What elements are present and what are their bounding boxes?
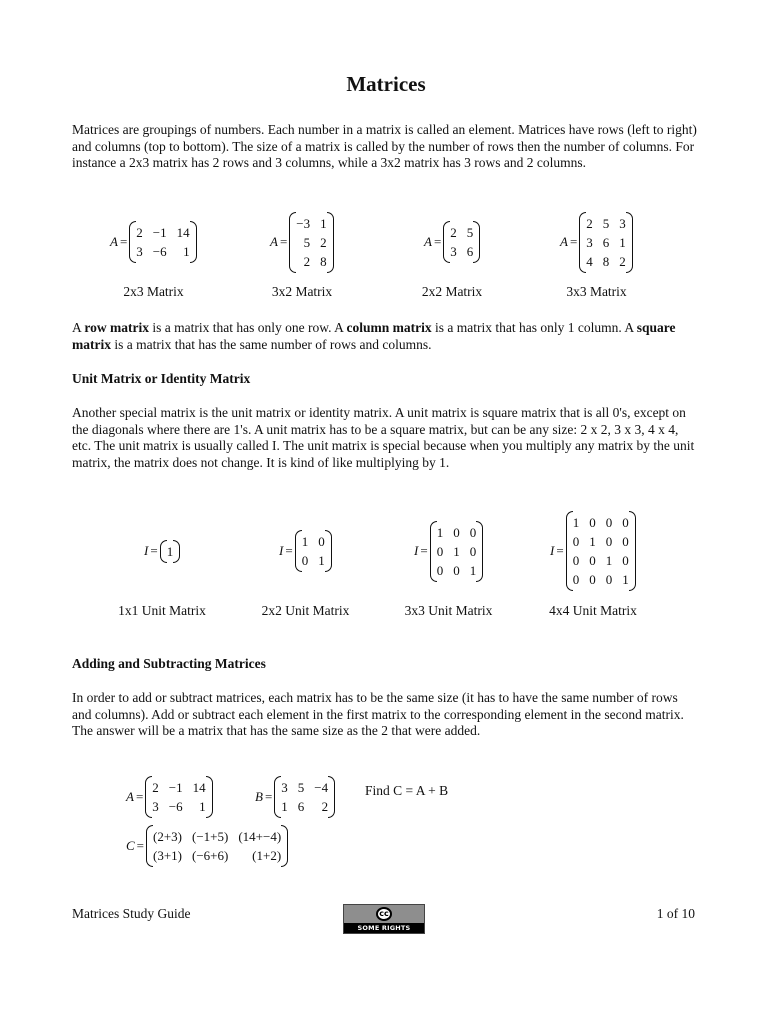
matrix-element: 6 [466, 244, 474, 259]
matrix-element: 5 [303, 234, 311, 250]
matrix-element: 0 [301, 553, 309, 568]
cc-text: SOME RIGHTS RESERVED [344, 923, 424, 933]
matrix-element: 0 [572, 553, 580, 568]
matrix-caption: 1x1 Unit Matrix [118, 603, 206, 618]
matrix-element: 2 [303, 253, 311, 269]
matrix-name: A [560, 234, 568, 249]
matrix-element: 0 [622, 515, 629, 530]
matrix-grid [145, 778, 212, 816]
matrix-element: 0 [605, 515, 613, 530]
matrix-grid [274, 778, 335, 816]
matrix-element: 5 [466, 225, 474, 240]
matrix-element: −1 [152, 225, 167, 240]
matrix-name: I [414, 543, 419, 558]
matrix-expression [560, 214, 633, 271]
matrix-element: 0 [605, 572, 613, 587]
unit-matrix-heading: Unit Matrix or Identity Matrix [72, 371, 251, 386]
matrix-expression [414, 523, 483, 580]
matrix-caption: 3x3 Matrix [566, 284, 627, 299]
matrix-element: 0 [572, 572, 580, 587]
matrix-element: 0 [589, 572, 596, 587]
matrix-caption: 3x3 Unit Matrix [404, 603, 493, 618]
matrix-element: 0 [436, 562, 444, 578]
matrix-element: 2 [450, 225, 457, 240]
matrix-name: A [424, 234, 432, 249]
matrix-grid [579, 214, 633, 271]
matrix-name: C [126, 838, 135, 853]
matrix-element: 8 [320, 253, 327, 269]
matrix-element: −4 [314, 780, 329, 795]
matrix-expression [424, 223, 480, 261]
equals-sign: = [569, 234, 578, 249]
matrix-grid [566, 513, 636, 589]
matrix-caption: 3x2 Matrix [271, 284, 333, 299]
matrix-grid [289, 214, 333, 271]
matrix-b [255, 778, 335, 816]
intro-paragraph [72, 122, 700, 172]
matrix-name: I [550, 543, 555, 558]
matrix-element: 3 [619, 215, 626, 231]
footer-title: Matrices Study Guide [72, 906, 191, 921]
matrix-element: 6 [297, 799, 305, 814]
equals-sign: = [135, 789, 144, 804]
equals-sign: = [285, 543, 293, 558]
matrix-grid [146, 827, 288, 865]
matrix-element: 1 [453, 543, 460, 559]
matrix-element: 1 [622, 572, 629, 587]
matrix-element: 2 [152, 780, 159, 795]
matrix-caption: 2x2 Unit Matrix [261, 603, 350, 618]
matrix-name: A [270, 234, 278, 249]
matrix-element: 1 [605, 553, 613, 568]
matrix-element: 1 [318, 553, 325, 568]
definitions-text: A row matrix is a matrix that has only one row. A column matrix is a matrix that has only 1 column. A square matrix is a matrix that has the same number of rows and columns. [72, 320, 676, 352]
matrix-element: 1 [166, 543, 174, 559]
matrix-element: 8 [602, 253, 610, 269]
matrix-a [126, 778, 213, 816]
matrix-element: 3 [152, 799, 159, 814]
matrix-element: (−6+6) [192, 848, 229, 863]
matrix-element: (1+2) [252, 848, 282, 863]
equals-sign: = [420, 543, 428, 558]
matrix-element: 1 [183, 244, 190, 259]
matrix-caption: 2x3 Matrix [123, 284, 184, 299]
cc-icon: cc [376, 907, 392, 921]
matrix-element: 1 [572, 515, 580, 530]
matrix-element: 0 [453, 524, 460, 540]
matrix-element: 3 [586, 234, 593, 250]
matrix-element: 0 [572, 534, 580, 549]
matrix-element: 1 [589, 534, 596, 549]
matrix-element: 1 [301, 534, 309, 549]
matrix-element: 2 [321, 799, 329, 814]
equals-sign: = [433, 234, 442, 249]
unit-text: Another special matrix is the unit matrix or identity matrix. A unit matrix is square matrix that is all 0's, except on the diagonals where there are 1's. A unit matrix has to be a square matrix, but can be any size: 2 x 2, 3 x 3, 4 x 4, etc. The unit matrix is usually called I. The unit matrix is special because when you multiply any matrix by the unit matrix, the matrix does not change. It is kind of like multiplying by 1. [72, 405, 695, 470]
matrix-element: 14 [192, 780, 206, 795]
matrix-element: −6 [168, 799, 183, 814]
matrix-element: 1 [199, 799, 206, 814]
matrix-grid [295, 532, 332, 570]
matrix-element: 2 [586, 215, 593, 231]
matrix-element: (−1+5) [192, 829, 229, 844]
matrix-grid [430, 523, 484, 580]
matrix-name: A [110, 234, 118, 249]
term-row-matrix: row matrix [84, 320, 149, 335]
matrix-c [126, 827, 288, 865]
matrix-element: 4 [586, 253, 593, 269]
matrix-element: 3 [136, 244, 143, 259]
matrix-element: 0 [453, 562, 460, 578]
adding-heading: Adding and Subtracting Matrices [72, 656, 266, 671]
matrix-name: A [126, 789, 134, 804]
matrix-grid [160, 542, 181, 561]
equals-sign: = [150, 543, 158, 558]
adding-paragraph [72, 690, 700, 740]
matrix-element: (3+1) [153, 848, 183, 863]
term-square-matrix: square matrix [72, 320, 676, 352]
definitions-paragraph [72, 320, 700, 353]
matrix-element: 3 [450, 244, 457, 259]
matrix-grid [443, 223, 480, 261]
matrix-name: I [279, 543, 284, 558]
matrix-element: 0 [622, 534, 629, 549]
matrix-expression [144, 542, 180, 561]
matrix-expression [550, 513, 636, 589]
matrix-expression [279, 532, 332, 570]
matrix-expression [270, 214, 334, 271]
matrix-element: 0 [469, 543, 477, 559]
intro-text: Matrices are groupings of numbers. Each number in a matrix is called an element. Matrices have rows (left to right) and columns (top to bottom). The size of a matrix is called by the number of rows then the number of columns. For instance a 2x3 matrix has 2 rows and 3 columns, while a 3x2 matrix has 3 rows and 2 columns. [72, 122, 697, 170]
matrix-element: 6 [602, 234, 610, 250]
matrix-element: (2+3) [153, 829, 183, 844]
matrix-element: 0 [605, 534, 613, 549]
term-column-matrix: column matrix [346, 320, 432, 335]
matrix-element: 3 [281, 780, 288, 795]
equals-sign: = [136, 838, 145, 853]
matrix-element: (14+−4) [238, 829, 282, 844]
page-title: Matrices [346, 72, 426, 96]
adding-text: In order to add or subtract matrices, each matrix has to be the same size (it has to have the same number of rows and columns). Add or subtract each element in the first matrix to the corresponding element in the second matrix. The answer will be a matrix that has the same size as the 2 that were added. [72, 690, 684, 738]
matrix-grid [129, 223, 196, 261]
matrix-name: I [144, 543, 149, 558]
matrix-element: 5 [602, 215, 610, 231]
unit-paragraph [72, 405, 700, 471]
matrix-element: 0 [469, 524, 477, 540]
matrix-name: B [255, 789, 263, 804]
equals-sign: = [264, 789, 273, 804]
creative-commons-badge[interactable] [343, 904, 425, 942]
matrix-element: 2 [136, 225, 143, 240]
task-text: Find C = A + B [365, 783, 449, 798]
matrix-caption: 4x4 Unit Matrix [549, 603, 637, 618]
matrix-element: 0 [589, 515, 596, 530]
page-number: 1 of 10 [656, 906, 695, 921]
matrix-element: 1 [281, 799, 288, 814]
matrix-caption: 2x2 Matrix [421, 284, 483, 299]
matrix-element: 1 [436, 524, 444, 540]
matrix-element: 1 [320, 215, 327, 231]
matrix-expression [110, 223, 197, 261]
matrix-element: 1 [469, 562, 477, 578]
matrix-element: 0 [589, 553, 596, 568]
matrix-element: 14 [176, 225, 190, 240]
matrix-element: 0 [436, 543, 444, 559]
matrix-element: 2 [320, 234, 327, 250]
matrix-element: 0 [622, 553, 629, 568]
matrix-element: −6 [152, 244, 167, 259]
equals-sign: = [279, 234, 288, 249]
matrix-element: 5 [297, 780, 305, 795]
matrix-element: −1 [168, 780, 183, 795]
matrix-element: 0 [318, 534, 325, 549]
equals-sign: = [556, 543, 564, 558]
matrix-element: 1 [619, 234, 626, 250]
matrix-element: 2 [619, 253, 626, 269]
matrix-element: −3 [296, 215, 311, 231]
equals-sign: = [119, 234, 128, 249]
